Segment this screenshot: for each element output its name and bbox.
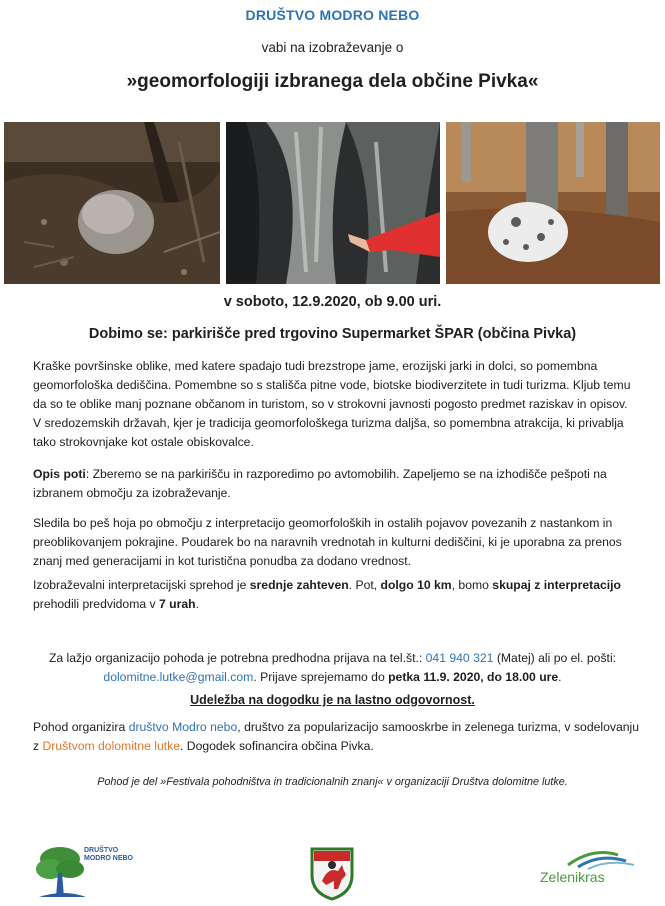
organizer-paragraph [33,718,639,756]
zeleni-kras-logo [538,845,648,895]
modro-nebo-logo [34,845,144,900]
registration-text-1: Za lažjo organizacijo pohoda je potrebna predhodna prijava na tel.št.: [48,651,426,665]
route-length: dolgo 10 km [380,578,452,592]
difficulty-text-5: . [195,597,199,611]
difficulty-paragraph [33,576,639,614]
dolomitne-lutke-link[interactable]: Društvom dolomitne lutke [42,739,180,753]
duration: 7 urah [159,597,196,611]
event-topic: »geomorfologiji izbranega dela občine Pivka« [126,71,539,92]
photo-white-boulder-beech-forest [446,122,660,284]
registration-text-2: (Matej) ali po el. pošti: [493,651,617,665]
difficulty-text-2: . Pot, [348,578,381,592]
responsibility-note: Udeležba na dogodku je na lastno odgovornost. [190,693,475,707]
difficulty-level: srednje zahteven [249,578,349,592]
difficulty-text-1: Izobraževalni interpretacijski sprehod je [33,578,250,592]
registration-text-4: . [558,670,562,684]
difficulty-text-3: , bomo [451,578,493,592]
registration-text-3: . Prijave sprejemamo do [253,670,389,684]
wave-icon [538,845,648,871]
coat-of-arms-icon [308,845,356,901]
walk-paragraph: Sledila bo peš hoja po območju z interpretacijo geomorfoloških in ostalih pojavov povezanih z nastankom in preoblikovanjem pokrajine. Poudarek bo na naravnih vrednotah in kulturni dediščini, ki je uporabna za prenos znanj med generacijami in kot turistična ponudba za dodano vrednost. [33,516,622,568]
meeting-point: Dobimo se: parkirišče pred trgovino Supermarket ŠPAR (občina Pivka) [88,326,577,342]
interpretation-note: skupaj z interpretacijo [492,578,621,592]
event-date: v soboto, 12.9.2020, ob 9.00 uri. [223,294,442,310]
invite-line: vabi na izobraževanje o [261,40,404,55]
zeleni-kras-logo-text: Zelenikras [540,869,605,885]
phone-number[interactable]: 041 940 321 [425,651,494,665]
route-label: Opis poti [33,467,86,481]
organizer-text-2: , društvo za popularizacijo samooskrbe in zelenega turizma, v sodelovanju z [33,720,639,753]
registration-paragraph [20,649,645,687]
festival-note: Pohod je del »Festivala pohodništva in tradicionalnih znanj« v organizaciji Društva dolomitne lutke. [97,776,568,788]
modro-nebo-logo-text: DRUŠTVO MODRO NEBO [84,847,133,862]
organizer-text-3: . Dogodek sofinancira občina Pivka. [180,739,374,753]
difficulty-text-4: prehodili predvidoma v [33,597,160,611]
photo-rock-wall-hand [226,122,440,284]
pivka-coat-of-arms [308,845,356,901]
route-text: : Zberemo se na parkirišču in razporedimo po avtomobilih. Zapeljemo se na izhodišče pešpoti na izbranem območju za izobraževanje. [33,467,607,500]
organizer-text-1: Pohod organizira [33,720,129,734]
route-paragraph [33,465,639,503]
modro-nebo-link[interactable]: društvo Modro nebo [128,720,238,734]
email-link[interactable]: dolomitne.lutke@gmail.com [103,670,254,684]
intro-paragraph: Kraške površinske oblike, med katere spadajo tudi brezstrope jame, erozijski jarki in dolci, so pomembna geomorfološka dediščina. Pomembne so s stališča pitne vode, biotske biodiverzitete in tudi turizma. Kljub temu da so te oblike manj poznane občanom in turistom, so v strokovni javnosti pogosto predmet raziskav in opisov. V sredozemskih državah, kjer je tradicija geomorfološkega turizma daljša, so pomembna atrakcija, ki privablja tako strokovnjake kot ostale obiskovalce. [33,359,631,449]
photo-boulder-forest-floor [4,122,220,284]
organization-title: DRUŠTVO MODRO NEBO [245,7,420,23]
registration-deadline: petka 11.9. 2020, do 18.00 ure [388,670,559,684]
